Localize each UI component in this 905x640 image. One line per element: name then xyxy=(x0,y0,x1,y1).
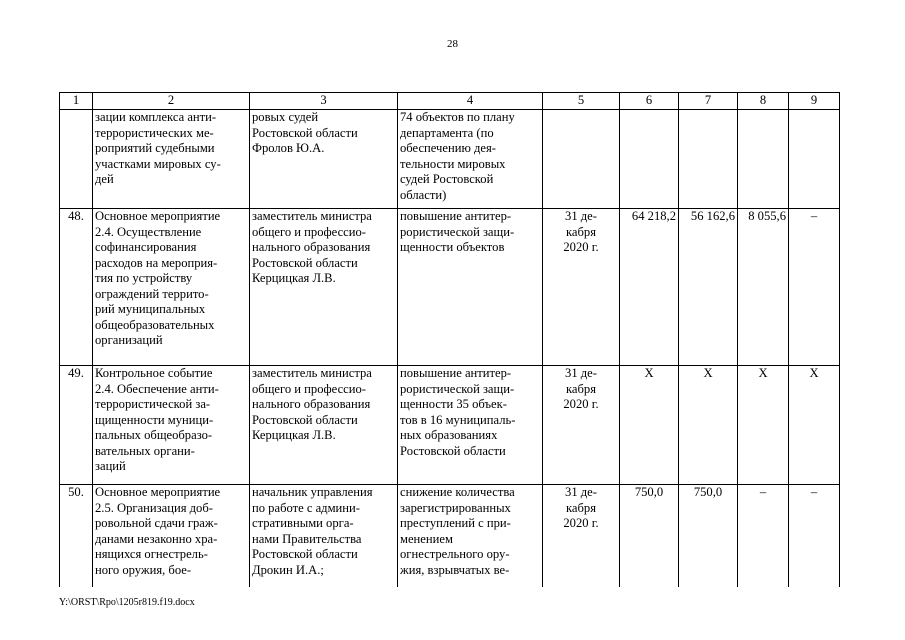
responsible-cell: начальник управления по работе с админи- стративными орга- нами Правительства Ростовской области Дрокин И.А.; xyxy=(250,485,398,587)
header-cell: 6 xyxy=(620,93,679,110)
deadline-cell xyxy=(543,110,620,209)
table-row xyxy=(60,485,840,587)
header-cell: 1 xyxy=(60,93,93,110)
amount-cell: 56 162,6 xyxy=(679,209,738,366)
header-cell: 9 xyxy=(789,93,840,110)
amount-cell xyxy=(789,110,840,209)
deadline-cell: 31 де- кабря 2020 г. xyxy=(543,209,620,366)
amount-cell xyxy=(738,110,789,209)
amount-cell: 64 218,2 xyxy=(620,209,679,366)
header-cell: 8 xyxy=(738,93,789,110)
amount-cell xyxy=(620,110,679,209)
row-number: 48. xyxy=(60,209,93,366)
amount-cell: 750,0 xyxy=(620,485,679,587)
header-cell: 3 xyxy=(250,93,398,110)
table-row xyxy=(60,110,840,209)
event-cell: Контрольное событие 2.4. Обеспечение анти- террористической за- щищенности муници- пальных общеобразо- вательных органи- заций xyxy=(93,366,250,485)
amount-cell: Х xyxy=(679,366,738,485)
header-cell: 7 xyxy=(679,93,738,110)
result-cell: снижение количества зарегистрированных преступлений с при- менением огнестрельного ору- жия, взрывчатых ве- xyxy=(398,485,543,587)
row-number: 49. xyxy=(60,366,93,485)
page-number: 28 xyxy=(447,38,458,50)
row-number: 50. xyxy=(60,485,93,587)
plan-table xyxy=(59,92,840,587)
event-cell: Основное мероприятие 2.5. Организация доб- ровольной сдачи граж- данами незаконно хра- нящихся огнестрель- ного оружия, бое- xyxy=(93,485,250,587)
deadline-cell: 31 де- кабря 2020 г. xyxy=(543,366,620,485)
file-path-footer: Y:\ORST\Rpo\1205r819.f19.docx xyxy=(59,597,195,608)
result-cell: повышение антитер- рористической защи- щенности объектов xyxy=(398,209,543,366)
header-cell: 2 xyxy=(93,93,250,110)
amount-cell: 8 055,6 xyxy=(738,209,789,366)
table-row xyxy=(60,209,840,366)
deadline-cell: 31 де- кабря 2020 г. xyxy=(543,485,620,587)
header-cell: 5 xyxy=(543,93,620,110)
result-cell: 74 объектов по плану департамента (по обеспечению дея- тельности мировых судей Ростовской области) xyxy=(398,110,543,209)
amount-cell: 750,0 xyxy=(679,485,738,587)
table-header-row xyxy=(60,93,840,110)
amount-cell: Х xyxy=(738,366,789,485)
event-cell: зации комплекса анти- террористических ме- роприятий судебными участками мировых су- дей xyxy=(93,110,250,209)
responsible-cell: заместитель министра общего и профессио- нального образования Ростовской области Керцицкая Л.В. xyxy=(250,366,398,485)
responsible-cell: заместитель министра общего и профессио- нального образования Ростовской области Керцицкая Л.В. xyxy=(250,209,398,366)
header-cell: 4 xyxy=(398,93,543,110)
amount-cell: Х xyxy=(620,366,679,485)
amount-cell: Х xyxy=(789,366,840,485)
event-cell: Основное мероприятие 2.4. Осуществление софинансирования расходов на мероприя- тия по устройству ограждений террито- рий муниципальных общеобразовательных организаций xyxy=(93,209,250,366)
row-number xyxy=(60,110,93,209)
amount-cell: – xyxy=(738,485,789,587)
responsible-cell: ровых судей Ростовской области Фролов Ю.А. xyxy=(250,110,398,209)
result-cell: повышение антитер- рористической защи- щенности 35 объек- тов в 16 муниципаль- ных образованиях Ростовской области xyxy=(398,366,543,485)
amount-cell xyxy=(679,110,738,209)
table-row xyxy=(60,366,840,485)
amount-cell: – xyxy=(789,209,840,366)
amount-cell: – xyxy=(789,485,840,587)
